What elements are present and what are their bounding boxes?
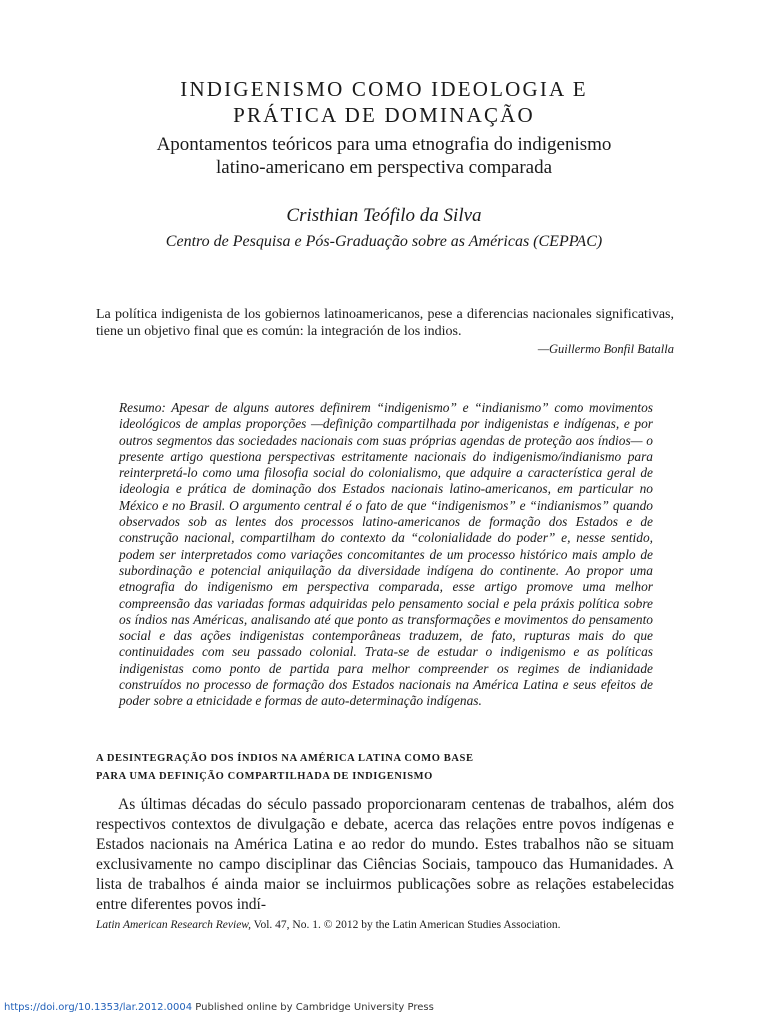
epigraph-text: La política indigenista de los gobiernos latinoamericanos, pese a diferencias nacionales significativas, tiene un objetivo final que es común: la integración de los indios. — [96, 307, 674, 339]
subtitle-line-2: latino-americano em perspectiva comparada — [215, 157, 553, 178]
epigraph — [96, 306, 674, 358]
subtitle-line-1: Apontamentos teóricos para uma etnografia do indigenismo — [156, 134, 612, 155]
section-heading-line-1: A DESINTEGRAÇÃO DOS ÍNDIOS NA AMÉRICA LATINA COMO BASE — [96, 753, 474, 764]
publisher-note: Published online by Cambridge University Press — [192, 1002, 434, 1013]
journal-name: Latin American Research Review, — [96, 919, 251, 931]
article-subtitle — [0, 133, 768, 179]
section-heading-line-2: PARA UMA DEFINIÇÃO COMPARTILHADA DE INDIGENISMO — [96, 771, 433, 782]
title-line-1: INDIGENISMO COMO IDEOLOGIA E — [180, 77, 588, 101]
journal-citation — [96, 919, 674, 931]
author-name: Cristhian Teófilo da Silva — [286, 205, 482, 226]
title-line-2: PRÁTICA DE DOMINAÇÃO — [233, 103, 535, 127]
abstract: Resumo: Apesar de alguns autores definirem “indigenismo” e “indianismo” como movimentos ideológicos de amplas proporções —definição compartilhada por indigenistas e indígenas, e por outros segmentos das sociedades nacionais com suas próprias agendas de proteção aos índios— o presente artigo questiona perspectivas estritamente nacionais do indigenismo/indianismo para reinterpretá-lo como uma filosofia social do colonialismo, que adquire a característica geral de ideologia e prática de dominação dos Estados nacionais latino-americanos, em particular no México e no Brasil. O argumento central é o fato de que “indigenismos” e “indianismos” quando observados sob as lentes dos processos latino-americanos de formação dos Estados e de construção nacional, compartilham do contexto da “colonialidade do poder” e, nesse sentido, podem ser interpretados como variações concomitantes de um processo histórico mais amplo de subordinação e potencial aniquilação da diversidade indígena do continente. Ao propor uma etnografia do indigenismo em perspectiva comparada, esse artigo promove uma melhor compreensão das variadas formas adquiridas pelo pensamento social e pela práxis política sobre os índios nas Américas, analisando até que ponto as transformações e movimentos do pensamento social e das ações indigenistas contemporâneas traduzem, de fato, rupturas mais do que continuidades com seu passado colonial. Trata-se de estudar o indigenismo e as políticas indigenistas como ponto de partida para melhor compreender os regimes de indianidade construídos no processo de formação dos Estados nacionais na América Latina e seus efeitos de poder sobre a etnicidade e formas de auto-determinação indígenas. — [119, 400, 653, 709]
doi-bar — [0, 1002, 434, 1013]
citation-details: Vol. 47, No. 1. © 2012 by the Latin American Studies Association. — [251, 919, 561, 931]
body-paragraph: As últimas décadas do século passado proporcionaram centenas de trabalhos, além dos respectivos contextos de divulgação e debate, acerca das relações entre povos indígenas e Estados nacionais na América Latina e ao redor do mundo. Estes trabalhos não se situam exclusivamente no campo disciplinar das Ciências Sociais, tampouco das Humanidades. A lista de trabalhos é ainda maior se incluirmos publicações sobre as relações estabelecidas entre diferentes povos indí- — [96, 796, 674, 913]
article-title — [0, 76, 768, 128]
doi-link[interactable]: https://doi.org/10.1353/lar.2012.0004 — [4, 1002, 193, 1013]
epigraph-attribution: —Guillermo Bonfil Batalla — [537, 342, 674, 356]
section-heading — [96, 750, 674, 786]
author-affiliation: Centro de Pesquisa e Pós-Graduação sobre as Américas (CEPPAC) — [165, 233, 603, 250]
